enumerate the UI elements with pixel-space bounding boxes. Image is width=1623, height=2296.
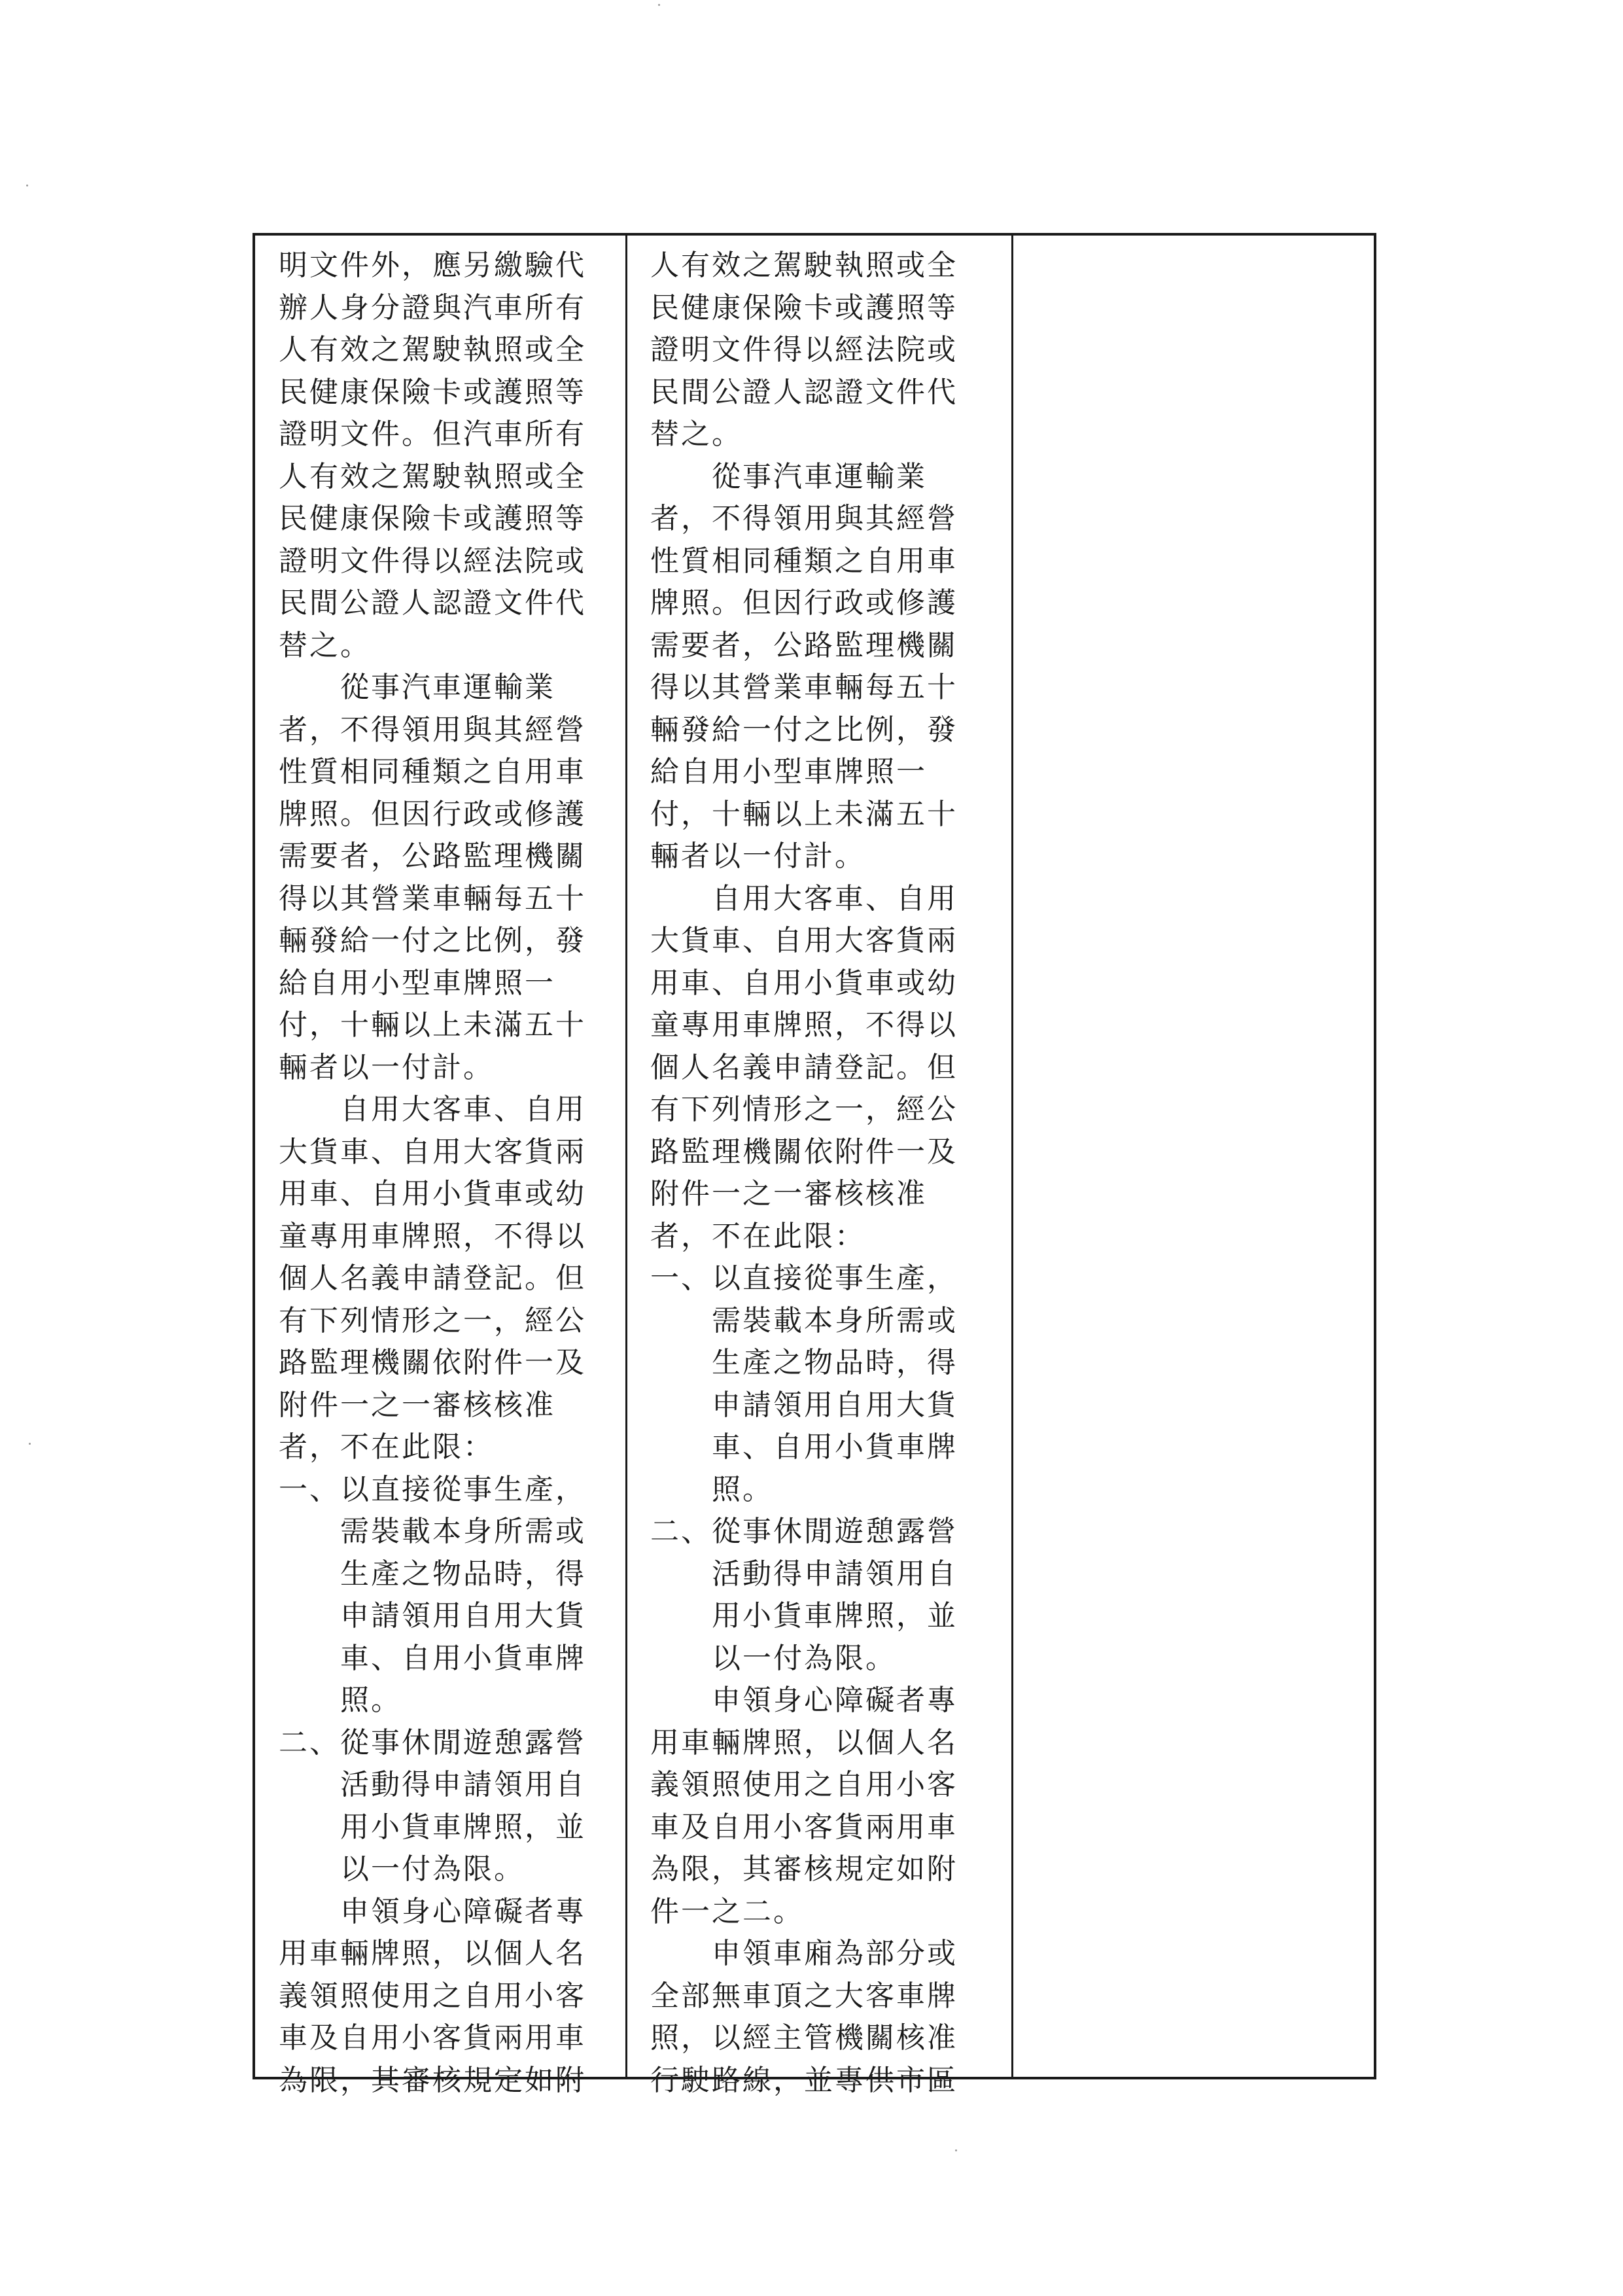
text-line: 用車、自用小貨車或幼 [650, 966, 958, 1000]
text-line: 為限，其審核規定如附 [279, 2063, 586, 2097]
text-line: 人有效之駕駛執照或全 [279, 333, 586, 366]
column-divider-right [1011, 236, 1013, 2077]
text-line: 民健康保險卡或護照等 [279, 502, 586, 535]
text-line: 為限，其審核規定如附 [650, 1852, 958, 1886]
text-line: 性質相同種類之自用車 [650, 544, 958, 578]
text-line: 個人名義申請登記。但 [650, 1050, 958, 1084]
text-line: 輛者以一付計。 [279, 1050, 494, 1084]
text-line: 申領車廂為部分或 [650, 1937, 958, 1970]
text-line: 行駛路線，並專供市區 [650, 2063, 958, 2097]
text-line: 附件一之一審核核准 [279, 1388, 555, 1422]
scan-speck [955, 2149, 957, 2151]
middle-column [650, 245, 1002, 2102]
text-line: 得以其營業車輛每五十 [279, 881, 586, 915]
text-line: 生產之物品時，得 [650, 1346, 958, 1379]
text-line: 一、以直接從事生產， [650, 1262, 958, 1295]
text-line: 申領身心障礙者專 [650, 1684, 958, 1717]
text-line: 有下列情形之一，經公 [650, 1093, 958, 1126]
text-line: 照。 [279, 1684, 402, 1717]
text-line: 附件一之一審核核准 [650, 1177, 927, 1210]
text-line: 替之。 [650, 417, 742, 451]
text-line: 證明文件得以經法院或 [650, 333, 958, 366]
text-line: 車、自用小貨車牌 [279, 1641, 586, 1675]
comparison-table [253, 233, 1376, 2097]
text-line: 二、從事休閒遊憩露營 [279, 1725, 586, 1759]
text-line: 個人名義申請登記。但 [279, 1262, 586, 1295]
text-line: 有下列情形之一，經公 [279, 1303, 586, 1337]
text-line: 申請領用自用大貨 [650, 1388, 958, 1422]
text-line: 輛發給一付之比例，發 [650, 713, 958, 747]
text-line: 民健康保險卡或護照等 [279, 375, 586, 409]
text-line: 需要者，公路監理機關 [650, 628, 958, 662]
text-line: 生產之物品時，得 [279, 1557, 586, 1591]
text-line: 從事汽車運輸業 [650, 459, 927, 493]
text-line: 義領照使用之自用小客 [650, 1768, 958, 1801]
text-line: 車及自用小客貨兩用車 [279, 2021, 586, 2055]
scan-speck [26, 185, 28, 186]
text-line: 路監理機關依附件一及 [279, 1346, 586, 1379]
right-column [1014, 236, 1374, 2077]
text-line: 活動得申請領用自 [279, 1768, 586, 1801]
text-line: 給自用小型車牌照一 [279, 966, 555, 1000]
text-line: 申領身心障礙者專 [279, 1894, 586, 1928]
text-line: 辦人身分證與汽車所有 [279, 291, 586, 325]
text-line: 照，以經主管機關核准 [650, 2021, 958, 2055]
text-line: 全部無車頂之大客車牌 [650, 1979, 958, 2013]
text-line: 性質相同種類之自用車 [279, 755, 586, 788]
text-line: 童專用車牌照，不得以 [279, 1219, 586, 1253]
text-line: 替之。 [279, 628, 371, 662]
text-line: 二、從事休閒遊憩露營 [650, 1515, 958, 1548]
text-line: 用小貨車牌照，並 [650, 1599, 958, 1633]
text-line: 照。 [650, 1472, 773, 1506]
text-line: 需裝載本身所需或 [650, 1303, 958, 1337]
text-line: 大貨車、自用大客貨兩 [650, 924, 958, 957]
text-line: 申請領用自用大貨 [279, 1599, 586, 1633]
text-line: 從事汽車運輸業 [279, 671, 555, 704]
text-line: 者，不在此限： [279, 1430, 494, 1464]
text-line: 需裝載本身所需或 [279, 1515, 586, 1548]
text-line: 活動得申請領用自 [650, 1557, 958, 1591]
text-line: 用車輛牌照，以個人名 [650, 1725, 958, 1759]
text-line: 證明文件得以經法院或 [279, 544, 586, 578]
text-line: 自用大客車、自用 [279, 1093, 586, 1126]
text-line: 者，不得領用與其經營 [650, 502, 958, 535]
text-line: 人有效之駕駛執照或全 [279, 459, 586, 493]
column-divider-left [625, 236, 627, 2077]
text-line: 用車、自用小貨車或幼 [279, 1177, 586, 1210]
text-line: 童專用車牌照，不得以 [650, 1008, 958, 1042]
text-line: 牌照。但因行政或修護 [650, 586, 958, 620]
text-line: 需要者，公路監理機關 [279, 839, 586, 873]
text-line: 一、以直接從事生產， [279, 1472, 586, 1506]
text-line: 車及自用小客貨兩用車 [650, 1810, 958, 1844]
text-line: 者，不得領用與其經營 [279, 713, 586, 747]
text-line: 得以其營業車輛每五十 [650, 671, 958, 704]
text-line: 輛者以一付計。 [650, 839, 865, 873]
text-line: 以一付為限。 [650, 1641, 896, 1675]
text-line: 民健康保險卡或護照等 [650, 291, 958, 325]
text-line: 證明文件。但汽車所有 [279, 417, 586, 451]
scan-speck [658, 4, 660, 6]
text-line: 車、自用小貨車牌 [650, 1430, 958, 1464]
text-line: 人有效之駕駛執照或全 [650, 249, 958, 282]
text-line: 者，不在此限： [650, 1219, 865, 1253]
text-line: 民間公證人認證文件代 [279, 586, 586, 620]
text-line: 民間公證人認證文件代 [650, 375, 958, 409]
text-line: 大貨車、自用大客貨兩 [279, 1135, 586, 1169]
text-line: 給自用小型車牌照一 [650, 755, 927, 788]
text-line: 用小貨車牌照，並 [279, 1810, 586, 1844]
text-line: 用車輛牌照，以個人名 [279, 1937, 586, 1970]
text-line: 件一之二。 [650, 1894, 804, 1928]
text-line: 付，十輛以上未滿五十 [279, 1008, 586, 1042]
scan-speck [29, 1443, 31, 1445]
left-column [279, 245, 631, 2102]
text-line: 以一付為限。 [279, 1852, 525, 1886]
text-line: 輛發給一付之比例，發 [279, 924, 586, 957]
text-line: 明文件外，應另繳驗代 [279, 249, 586, 282]
text-line: 自用大客車、自用 [650, 881, 958, 915]
text-line: 義領照使用之自用小客 [279, 1979, 586, 2013]
text-line: 路監理機關依附件一及 [650, 1135, 958, 1169]
text-line: 付，十輛以上未滿五十 [650, 797, 958, 831]
text-line: 牌照。但因行政或修護 [279, 797, 586, 831]
